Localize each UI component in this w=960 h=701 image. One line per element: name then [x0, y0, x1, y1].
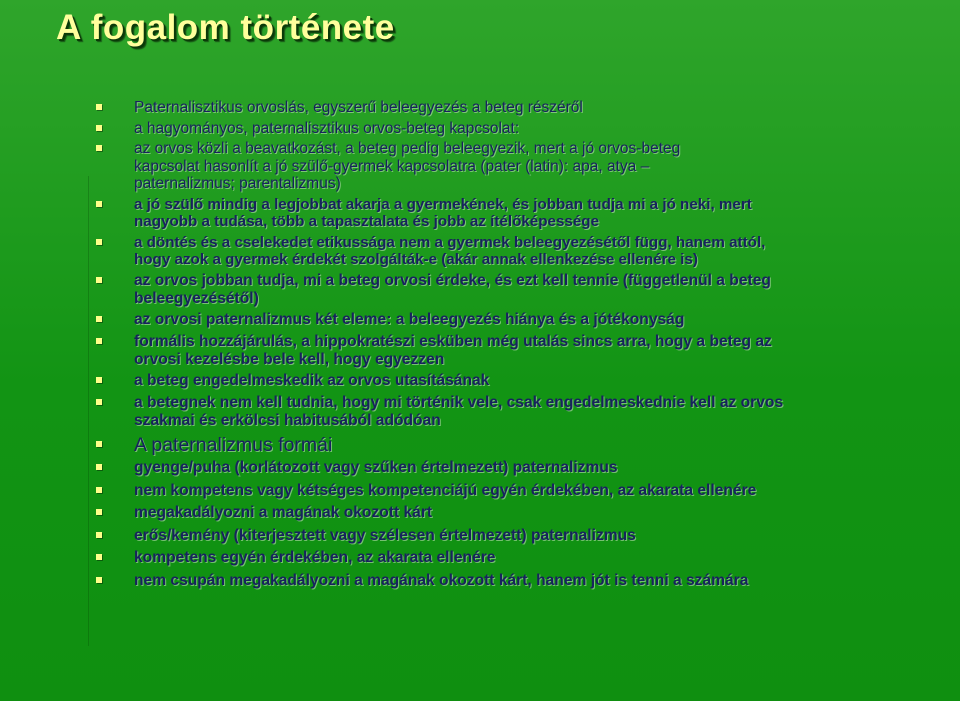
bullet-item — [94, 272, 924, 308]
bullet-item — [94, 234, 924, 269]
bullet-item — [94, 459, 924, 477]
square-bullet-icon — [96, 532, 102, 538]
bullet-text-line: paternalizmus; parentalizmus) — [134, 175, 341, 192]
bullet-text-line: a jó szülő mindig a legjobbat akarja a gyermekének, és jobban tudja mi a jó neki, mert — [134, 195, 752, 213]
square-bullet-icon — [96, 104, 102, 110]
bullet-text-line: orvosi kezelésbe bele kell, hogy egyezzen — [134, 350, 445, 368]
bullet-item — [94, 372, 924, 390]
bullet-item — [94, 504, 924, 522]
bullet-item — [94, 140, 924, 193]
bullet-item — [94, 120, 924, 138]
square-bullet-icon — [96, 316, 102, 322]
bullet-text-line: hogy azok a gyermek érdekét szolgálták-e (akár annak ellenkezése ellenére is) — [134, 251, 698, 268]
bullet-list — [94, 99, 924, 594]
bullet-item — [94, 572, 924, 590]
bullet-text-line: beleegyezésétől) — [134, 289, 259, 307]
bullet-item — [94, 311, 924, 329]
square-bullet-icon — [96, 277, 102, 283]
square-bullet-icon — [96, 509, 102, 515]
bullet-text-line: gyenge/puha (korlátozott vagy szűken értelmezett) paternalizmus — [134, 459, 618, 477]
bullet-text-line: kompetens egyén érdekében, az akarata ellenére — [134, 549, 496, 567]
square-bullet-icon — [96, 464, 102, 470]
bullet-item — [94, 99, 924, 117]
square-bullet-icon — [96, 201, 102, 207]
square-bullet-icon — [96, 441, 102, 447]
decorative-divider — [88, 176, 89, 646]
bullet-text-line: szakmai és erkölcsi habitusából adódóan — [134, 411, 441, 429]
bullet-item — [94, 394, 924, 430]
square-bullet-icon — [96, 125, 102, 131]
bullet-text-line: a betegnek nem kell tudnia, hogy mi történik vele, csak engedelmeskednie kell az orvos — [134, 393, 784, 411]
square-bullet-icon — [96, 377, 102, 383]
bullet-text-line: nem kompetens vagy kétséges kompetenciájú egyén érdekében, az akarata ellenére — [134, 481, 757, 499]
bullet-text-line: a beteg engedelmeskedik az orvos utasításának — [134, 372, 490, 390]
square-bullet-icon — [96, 577, 102, 583]
bullet-text-line: az orvos közli a beavatkozást, a beteg pedig beleegyezik, mert a jó orvos-beteg — [134, 140, 681, 157]
bullet-item — [94, 333, 924, 369]
bullet-text-line: Paternalisztikus orvoslás, egyszerű beleegyezés a beteg részéről — [134, 99, 583, 116]
bullet-text-line: az orvos jobban tudja, mi a beteg orvosi érdeke, és ezt kell tennie (függetlenül a beteg — [134, 271, 771, 289]
bullet-text-line: kapcsolat hasonlít a jó szülő-gyermek kapcsolatra (pater (latin): apa, atya – — [134, 157, 650, 175]
bullet-text-line: nem csupán megakadályozni a magának okozott kárt, hanem jót is tenni a számára — [134, 571, 749, 589]
bullet-item — [94, 196, 924, 231]
bullet-text-line: formális hozzájárulás, a hippokratészi esküben még utalás sincs arra, hogy a beteg az — [134, 332, 772, 350]
bullet-item — [94, 527, 924, 545]
bullet-text-line: az orvosi paternalizmus két eleme: a beleegyezés hiánya és a jótékonyság — [134, 311, 685, 329]
bullet-text-line: a hagyományos, paternalisztikus orvos-beteg kapcsolat: — [134, 119, 520, 137]
bullet-text-line: nagyobb a tudása, több a tapasztalata és jobb az ítélőképessége — [134, 213, 600, 230]
bullet-item — [94, 549, 924, 567]
square-bullet-icon — [96, 487, 102, 493]
slide-title: A fogalom története — [56, 8, 395, 47]
bullet-text-line: a döntés és a cselekedet etikussága nem a gyermek beleegyezésétől függ, hanem attól, — [134, 233, 766, 251]
section-heading — [94, 433, 924, 457]
square-bullet-icon — [96, 239, 102, 245]
bullet-text-line: erős/kemény (kiterjesztett vagy szélesen értelmezett) paternalizmus — [134, 526, 636, 544]
bullet-item — [94, 482, 924, 500]
square-bullet-icon — [96, 145, 102, 151]
square-bullet-icon — [96, 399, 102, 405]
square-bullet-icon — [96, 338, 102, 344]
bullet-text-line: megakadályozni a magának okozott kárt — [134, 504, 433, 522]
square-bullet-icon — [96, 554, 102, 560]
bullet-text-line: A paternalizmus formái — [134, 434, 333, 457]
